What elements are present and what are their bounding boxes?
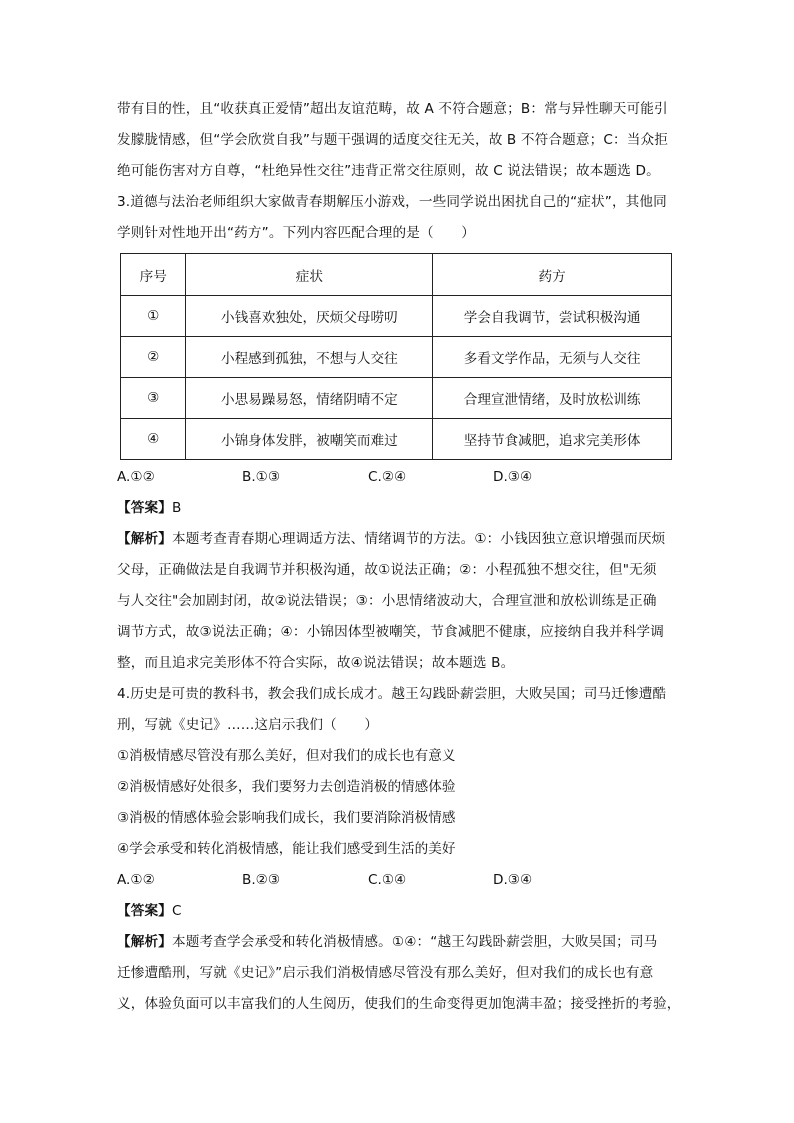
analysis-text: 父母，正确做法是自我调节并积极沟通，故①说法正确；②：小程孤独不想交往，但"无须 bbox=[117, 562, 657, 578]
answer-value: C bbox=[171, 903, 182, 919]
table-cell: 小锦身体发胖，被嘲笑而难过 bbox=[186, 419, 433, 460]
option-a: A.①② bbox=[117, 872, 155, 888]
option-c: C.②④ bbox=[368, 469, 407, 485]
table-cell: ① bbox=[121, 296, 186, 337]
statement-item: ①消极情感尽管没有那么美好，但对我们的成长也有意义 bbox=[117, 748, 456, 764]
text-line: 发朦胧情感，但“学会欣赏自我”与题干强调的适度交往无关，故 B 不符合题意；C：当众拒 bbox=[117, 132, 668, 148]
analysis-text: 本题考查青春期心理调适方法、情绪调节的方法。①：小钱因独立意识增强而厌烦 bbox=[171, 531, 666, 547]
question-4 bbox=[117, 679, 681, 1020]
option-c: C.①④ bbox=[368, 872, 407, 888]
analysis-text: 迁惨遭酷刑，写就《史记》”启示我们消极情感尽管没有那么美好，但对我们的成长也有意 bbox=[117, 965, 654, 981]
answer-label: 【答案】 bbox=[117, 500, 172, 516]
table-header-row bbox=[121, 254, 672, 296]
analysis-label: 【解析】 bbox=[117, 531, 172, 547]
answer-label: 【答案】 bbox=[117, 903, 172, 919]
text-line: 带有目的性，且“收获真正爱情”超出友谊范畴，故 A 不符合题意；B：常与异性聊天可能引 bbox=[117, 101, 668, 117]
table-cell: 小钱喜欢独处，厌烦父母唠叨 bbox=[186, 296, 433, 337]
question-3 bbox=[117, 187, 677, 679]
answer-line bbox=[117, 493, 677, 524]
question-stem: 刑，写就《史记》……这启示我们（ ） bbox=[117, 717, 379, 733]
table-row bbox=[121, 378, 672, 419]
answer-options bbox=[117, 462, 677, 493]
option-b: B.②③ bbox=[242, 872, 281, 888]
table-row bbox=[121, 337, 672, 378]
question-stem: 学则针对性地开出“药方”。下列内容匹配合理的是（ ） bbox=[117, 225, 475, 241]
table-cell: 合理宣泄情绪，及时放松训练 bbox=[433, 378, 672, 419]
table-row bbox=[121, 419, 672, 460]
answer-options bbox=[117, 865, 677, 896]
question-stem: 3.道德与法治老师组织大家做青春期解压小游戏，一些同学说出困扰自己的“症状”，其他同 bbox=[117, 194, 667, 210]
table-cell: 多看文学作品，无须与人交往 bbox=[433, 337, 672, 378]
table-cell: ③ bbox=[121, 378, 186, 419]
previous-analysis-continuation bbox=[117, 94, 677, 187]
column-header-symptom: 症状 bbox=[186, 254, 433, 296]
option-a: A.①② bbox=[117, 469, 155, 485]
answer-line bbox=[117, 896, 677, 927]
question-stem: 4.历史是可贵的教科书，教会我们成长成才。越王勾践卧薪尝胆，大败吴国；司马迁惨遭酷 bbox=[117, 686, 667, 702]
analysis-text: 与人交往"会加剧封闭，故②说法错误；③：小思情绪波动大，合理宣泄和放松训练是正确 bbox=[117, 593, 657, 609]
symptom-remedy-table bbox=[120, 253, 672, 460]
answer-value: B bbox=[171, 500, 182, 516]
table-cell: 小思易躁易怒，情绪阴晴不定 bbox=[186, 378, 433, 419]
table-row bbox=[121, 296, 672, 337]
analysis-block bbox=[117, 524, 677, 679]
option-d: D.③④ bbox=[493, 872, 533, 888]
option-d: D.③④ bbox=[493, 469, 533, 485]
option-b: B.①③ bbox=[242, 469, 281, 485]
statement-item: ④学会承受和转化消极情感，能让我们感受到生活的美好 bbox=[117, 841, 456, 857]
analysis-text: 本题考查学会承受和转化消极情感。①④：“越王勾践卧薪尝胆，大败吴国；司马 bbox=[171, 934, 658, 950]
table-cell: 学会自我调节，尝试积极沟通 bbox=[433, 296, 672, 337]
statement-item: ③消极的情感体验会影响我们成长，我们要消除消极情感 bbox=[117, 810, 456, 826]
table-cell: 坚持节食减肥，追求完美形体 bbox=[433, 419, 672, 460]
analysis-text: 调节方式，故③说法正确；④：小锦因体型被嘲笑，节食减肥不健康，应接纳自我并科学调 bbox=[117, 624, 664, 640]
column-header-remedy: 药方 bbox=[433, 254, 672, 296]
analysis-label: 【解析】 bbox=[117, 934, 172, 950]
column-header-number: 序号 bbox=[121, 254, 186, 296]
document-page bbox=[117, 94, 681, 1020]
analysis-text: 义，体验负面可以丰富我们的人生阅历，使我们的生命变得更加饱满丰盈；接受挫折的考验， bbox=[117, 996, 681, 1012]
table-cell: ② bbox=[121, 337, 186, 378]
statement-item: ②消极情感好处很多，我们要努力去创造消极的情感体验 bbox=[117, 779, 456, 795]
analysis-block bbox=[117, 927, 681, 1020]
text-line: 绝可能伤害对方自尊，“杜绝异性交往”违背正常交往原则，故 C 说法错误；故本题选 D。 bbox=[117, 163, 660, 179]
table-cell: 小程感到孤独，不想与人交往 bbox=[186, 337, 433, 378]
table-cell: ④ bbox=[121, 419, 186, 460]
analysis-text: 整，而且追求完美形体不符合实际，故④说法错误；故本题选 B。 bbox=[117, 655, 515, 671]
